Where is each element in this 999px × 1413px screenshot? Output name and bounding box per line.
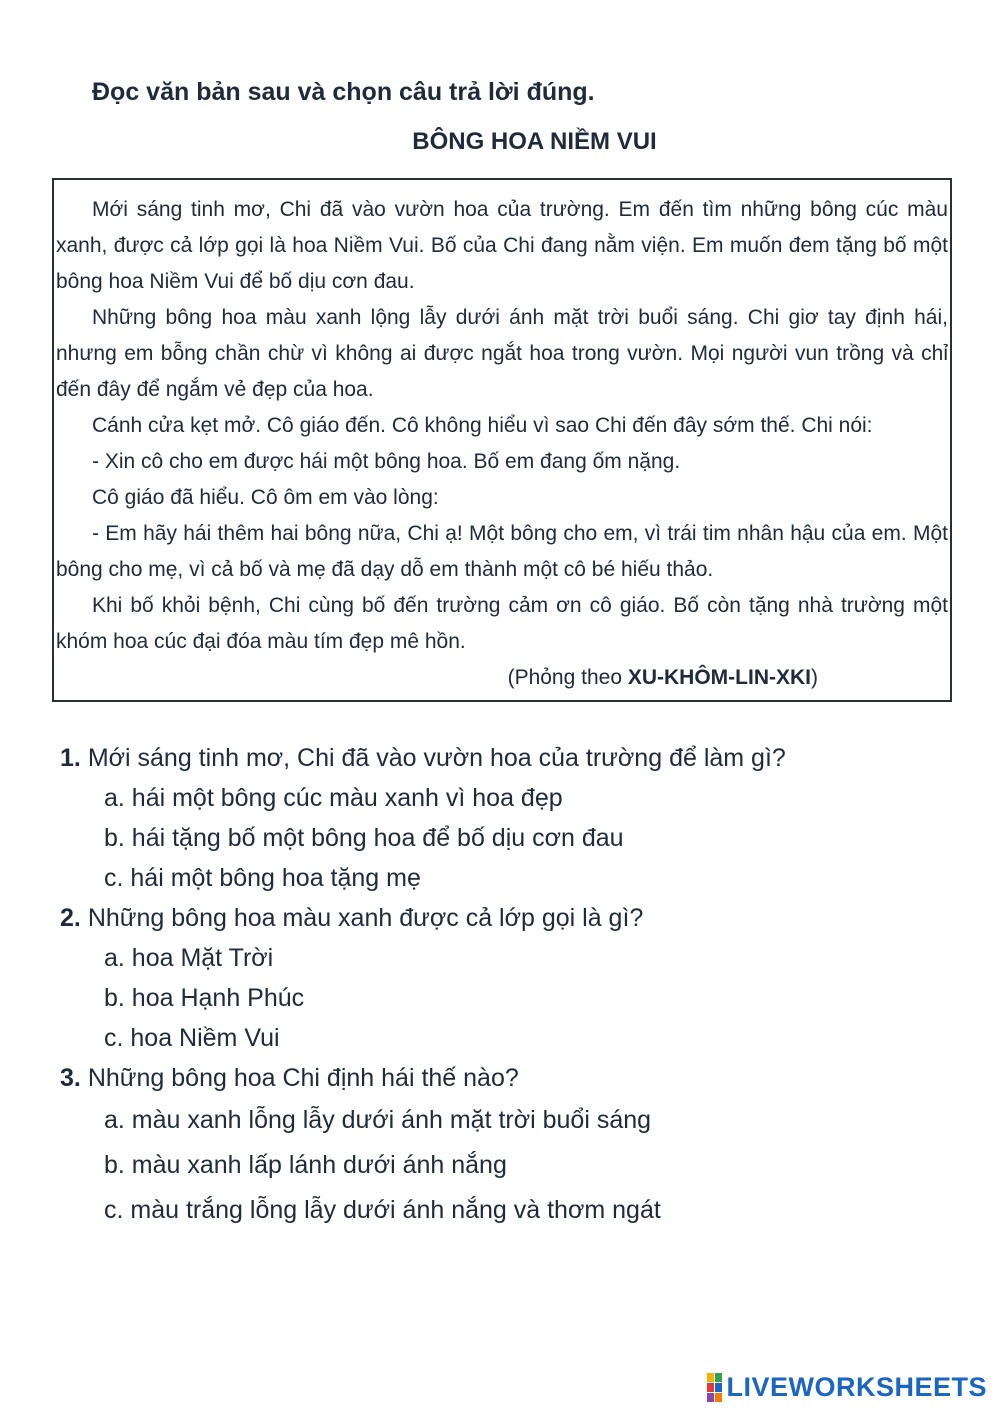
- question-list: [60, 738, 980, 1233]
- option-2c[interactable]: c. hoa Niềm Vui: [104, 1024, 280, 1052]
- option-2b[interactable]: b. hoa Hạnh Phúc: [104, 984, 305, 1012]
- passage-paragraph-3: Cánh cửa kẹt mở. Cô giáo đến. Cô không hiểu vì sao Chi đến đây sớm thế. Chi nói:: [92, 414, 873, 437]
- question-number: 1.: [60, 744, 81, 772]
- question-1-stem: [60, 738, 980, 778]
- passage-paragraph-1: Mới sáng tinh mơ, Chi đã vào vườn hoa của trường. Em đến tìm những bông cúc màu xanh, được cả lớp gọi là hoa Niềm Vui. Bố của Chi đang nằm viện. Em muốn đem tặng bố một bông hoa Niềm Vui để bố dịu cơn đau.: [56, 198, 948, 293]
- question-1: [60, 738, 980, 898]
- liveworksheets-mark-icon: [707, 1373, 722, 1402]
- option-1b[interactable]: b. hái tặng bố một bông hoa để bố dịu cơn đau: [104, 824, 624, 852]
- passage-paragraph-2: Những bông hoa màu xanh lộng lẫy dưới ánh mặt trời buổi sáng. Chi giơ tay định hái, nhưng em bỗng chần chừ vì không ai được ngắt hoa trong vườn. Mọi người vun trồng và chỉ đến đây để ngắm vẻ đẹp của hoa.: [56, 306, 948, 401]
- option-1c[interactable]: c. hái một bông hoa tặng mẹ: [104, 864, 421, 892]
- logo-text: LIVEWORKSHEETS: [726, 1372, 987, 1402]
- question-3-stem: [60, 1058, 980, 1098]
- question-2: [60, 898, 980, 1058]
- question-text: Những bông hoa Chi định hái thế nào?: [87, 1064, 519, 1092]
- liveworksheets-logo: [707, 1372, 987, 1403]
- passage-paragraph-7: Khi bố khỏi bệnh, Chi cùng bố đến trường cảm ơn cô giáo. Bố còn tặng nhà trường một khóm hoa cúc đại đóa màu tím đẹp mê hồn.: [56, 594, 948, 653]
- option-3b[interactable]: b. màu xanh lấp lánh dưới ánh nắng: [104, 1151, 507, 1179]
- passage-source: [56, 660, 950, 696]
- question-number: 3.: [60, 1064, 81, 1092]
- instruction: Đọc văn bản sau và chọn câu trả lời đúng.: [92, 78, 595, 106]
- passage-paragraph-5: Cô giáo đã hiểu. Cô ôm em vào lòng:: [92, 486, 439, 509]
- passage-paragraph-6: - Em hãy hái thêm hai bông nữa, Chi ạ! Một bông cho em, vì trái tim nhân hậu của em. Một bông cho mẹ, vì cả bố và mẹ đã dạy dỗ em thành một cô bé hiếu thảo.: [56, 522, 948, 581]
- option-1a[interactable]: a. hái một bông cúc màu xanh vì hoa đẹp: [104, 784, 563, 812]
- passage-paragraph-4: - Xin cô cho em được hái một bông hoa. Bố em đang ốm nặng.: [92, 450, 681, 473]
- question-3: [60, 1058, 980, 1233]
- passage-box: [52, 178, 952, 702]
- source-prefix: (Phỏng theo: [507, 666, 628, 689]
- option-3a[interactable]: a. màu xanh lỗng lẫy dưới ánh mặt trời buổi sáng: [104, 1106, 652, 1134]
- passage-title: BÔNG HOA NIỀM VUI: [412, 128, 657, 155]
- question-text: Mới sáng tinh mơ, Chi đã vào vườn hoa của trường để làm gì?: [87, 744, 786, 772]
- question-2-stem: [60, 898, 980, 938]
- source-suffix: ): [811, 666, 818, 689]
- option-2a[interactable]: a. hoa Mặt Trời: [104, 944, 274, 972]
- question-text: Những bông hoa màu xanh được cả lớp gọi là gì?: [87, 904, 644, 932]
- source-author: XU-KHÔM-LIN-XKI: [627, 666, 811, 689]
- question-number: 2.: [60, 904, 81, 932]
- option-3c[interactable]: c. màu trắng lỗng lẫy dưới ánh nắng và thơm ngát: [104, 1196, 661, 1224]
